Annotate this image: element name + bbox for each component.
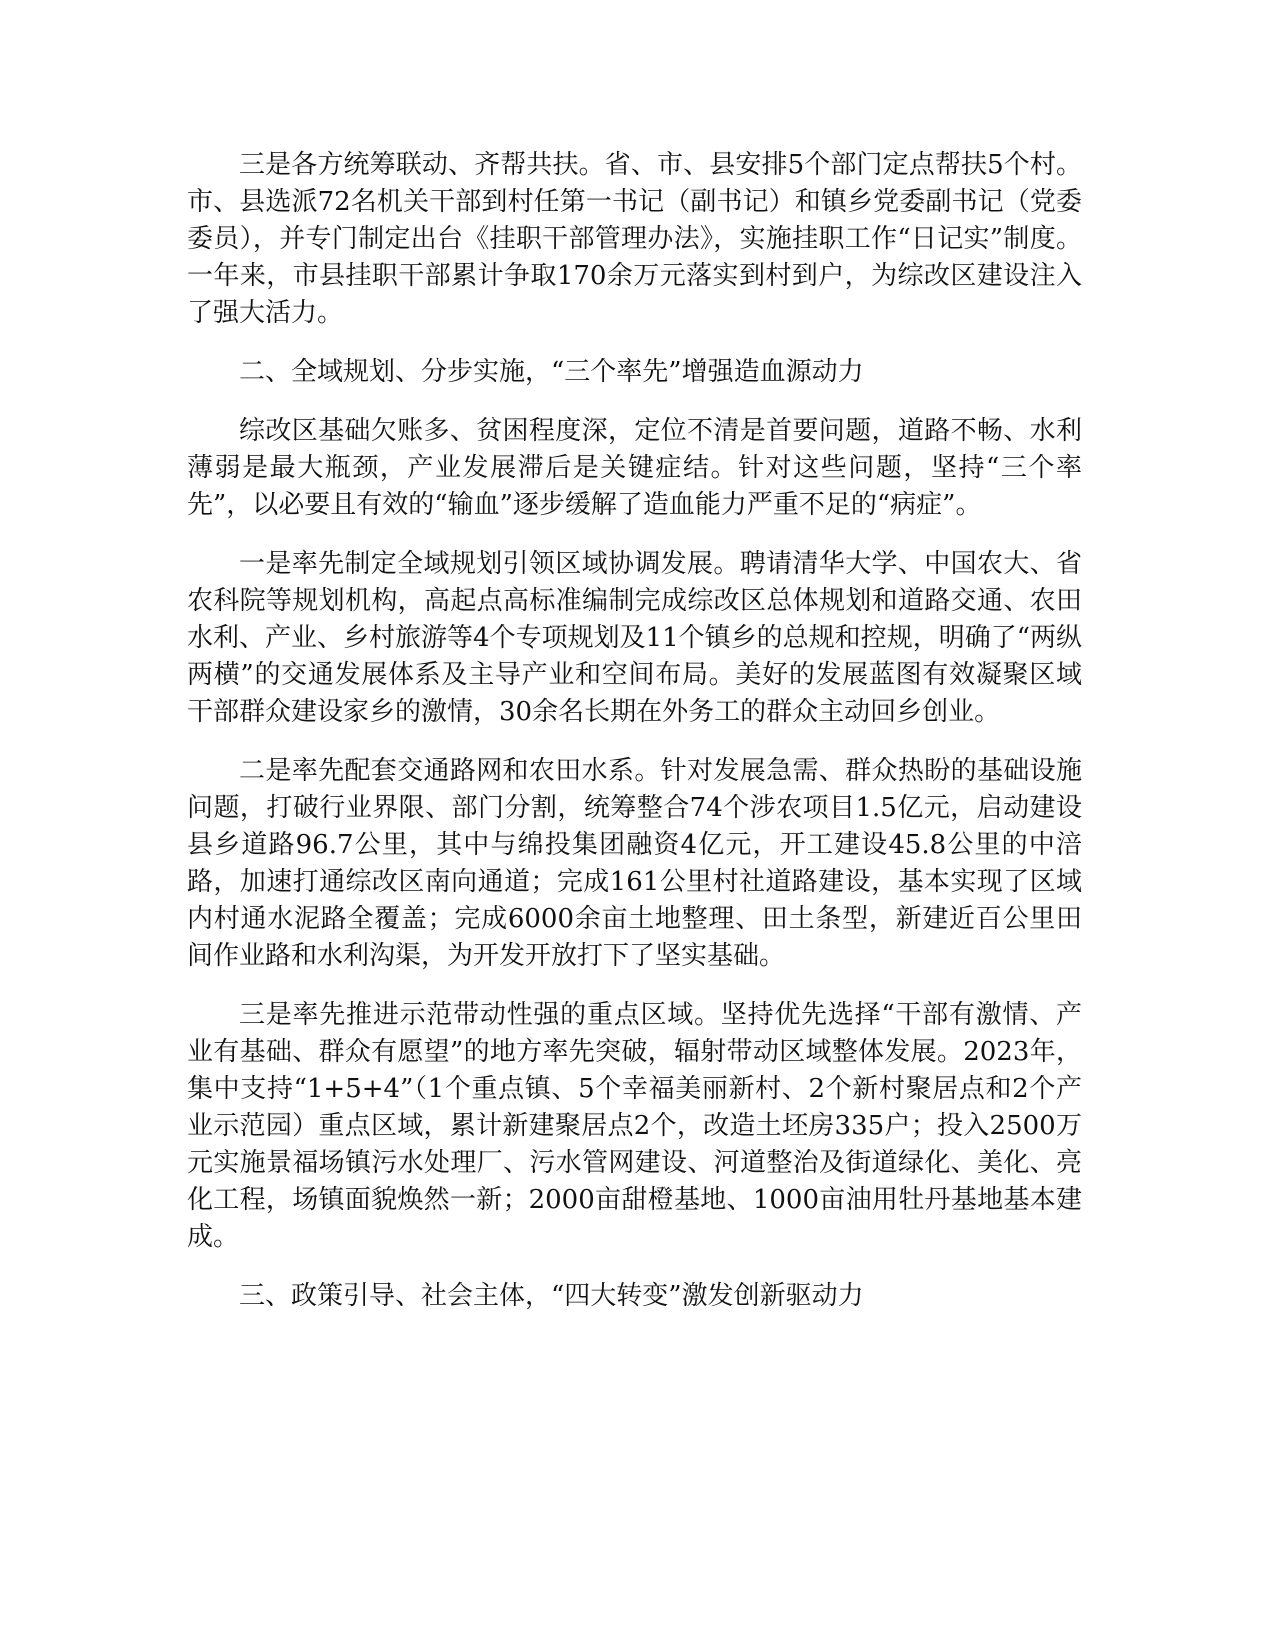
paragraph-infrastructure: 二是率先配套交通路网和农田水系。针对发展急需、群众热盼的基础设施问题，打破行业界限、部门分割，统筹整合74个涉农项目1.5亿元，启动建设县乡道路96.7公里，其中与绵投集团融资4亿元，开工建设45.8公里的中涪路，加速打通综改区南向通道；完成161公里村社道路建设，基本实现了区域内村通水泥路全覆盖；完成6000余亩土地整理、田土条型，新建近百公里田间作业路和水利沟渠，为开发开放打下了坚实基础。: [187, 756, 1082, 971]
paragraph-coordination: 三是各方统筹联动、齐帮共扶。省、市、县安排5个部门定点帮扶5个村。市、县选派72名机关干部到村任第一书记（副书记）和镇乡党委副书记（党委委员），并专门制定出台《挂职干部管理办法》，实施挂职工作“日记实”制度。一年来，市县挂职干部累计争取170余万元落实到村到户，为综改区建设注入了强大活力。: [187, 150, 1082, 328]
document-body: [187, 147, 1082, 1337]
paragraph-key-areas: 三是率先推进示范带动性强的重点区域。坚持优先选择“干部有激情、产业有基础、群众有愿望”的地方率先突破，辐射带动区域整体发展。2023年，集中支持“1+5+4”（1个重点镇、5个幸福美丽新村、2个新村聚居点和2个产业示范园）重点区域，累计新建聚居点2个，改造土坯房335户；投入2500万元实施景福场镇污水处理厂、污水管网建设、河道整治及街道绿化、美化、亮化工程，场镇面貌焕然一新；2000亩甜橙基地、1000亩油用牡丹基地基本建成。: [187, 1000, 1082, 1252]
paragraph-planning: 一是率先制定全域规划引领区域协调发展。聘请清华大学、中国农大、省农科院等规划机构，高起点高标准编制完成综改区总体规划和道路交通、农田水利、产业、乡村旅游等4个专项规划及11个镇乡的总规和控规，明确了“两纵两横”的交通发展体系及主导产业和空间布局。美好的发展蓝图有效凝聚区域干部群众建设家乡的激情，30余名长期在外务工的群众主动回乡创业。: [187, 549, 1082, 727]
paragraph-section-2-intro: 综改区基础欠账多、贫困程度深，定位不清是首要问题，道路不畅、水利薄弱是最大瓶颈，产业发展滞后是关键症结。针对这些问题，坚持“三个率先”，以必要且有效的“输血”逐步缓解了造血能力严重不足的“病症”。: [187, 416, 1082, 520]
section-heading-3: 三、政策引导、社会主体，“四大转变”激发创新驱动力: [239, 1281, 864, 1311]
section-heading-2: 二、全域规划、分步实施，“三个率先”增强造血源动力: [239, 357, 864, 387]
